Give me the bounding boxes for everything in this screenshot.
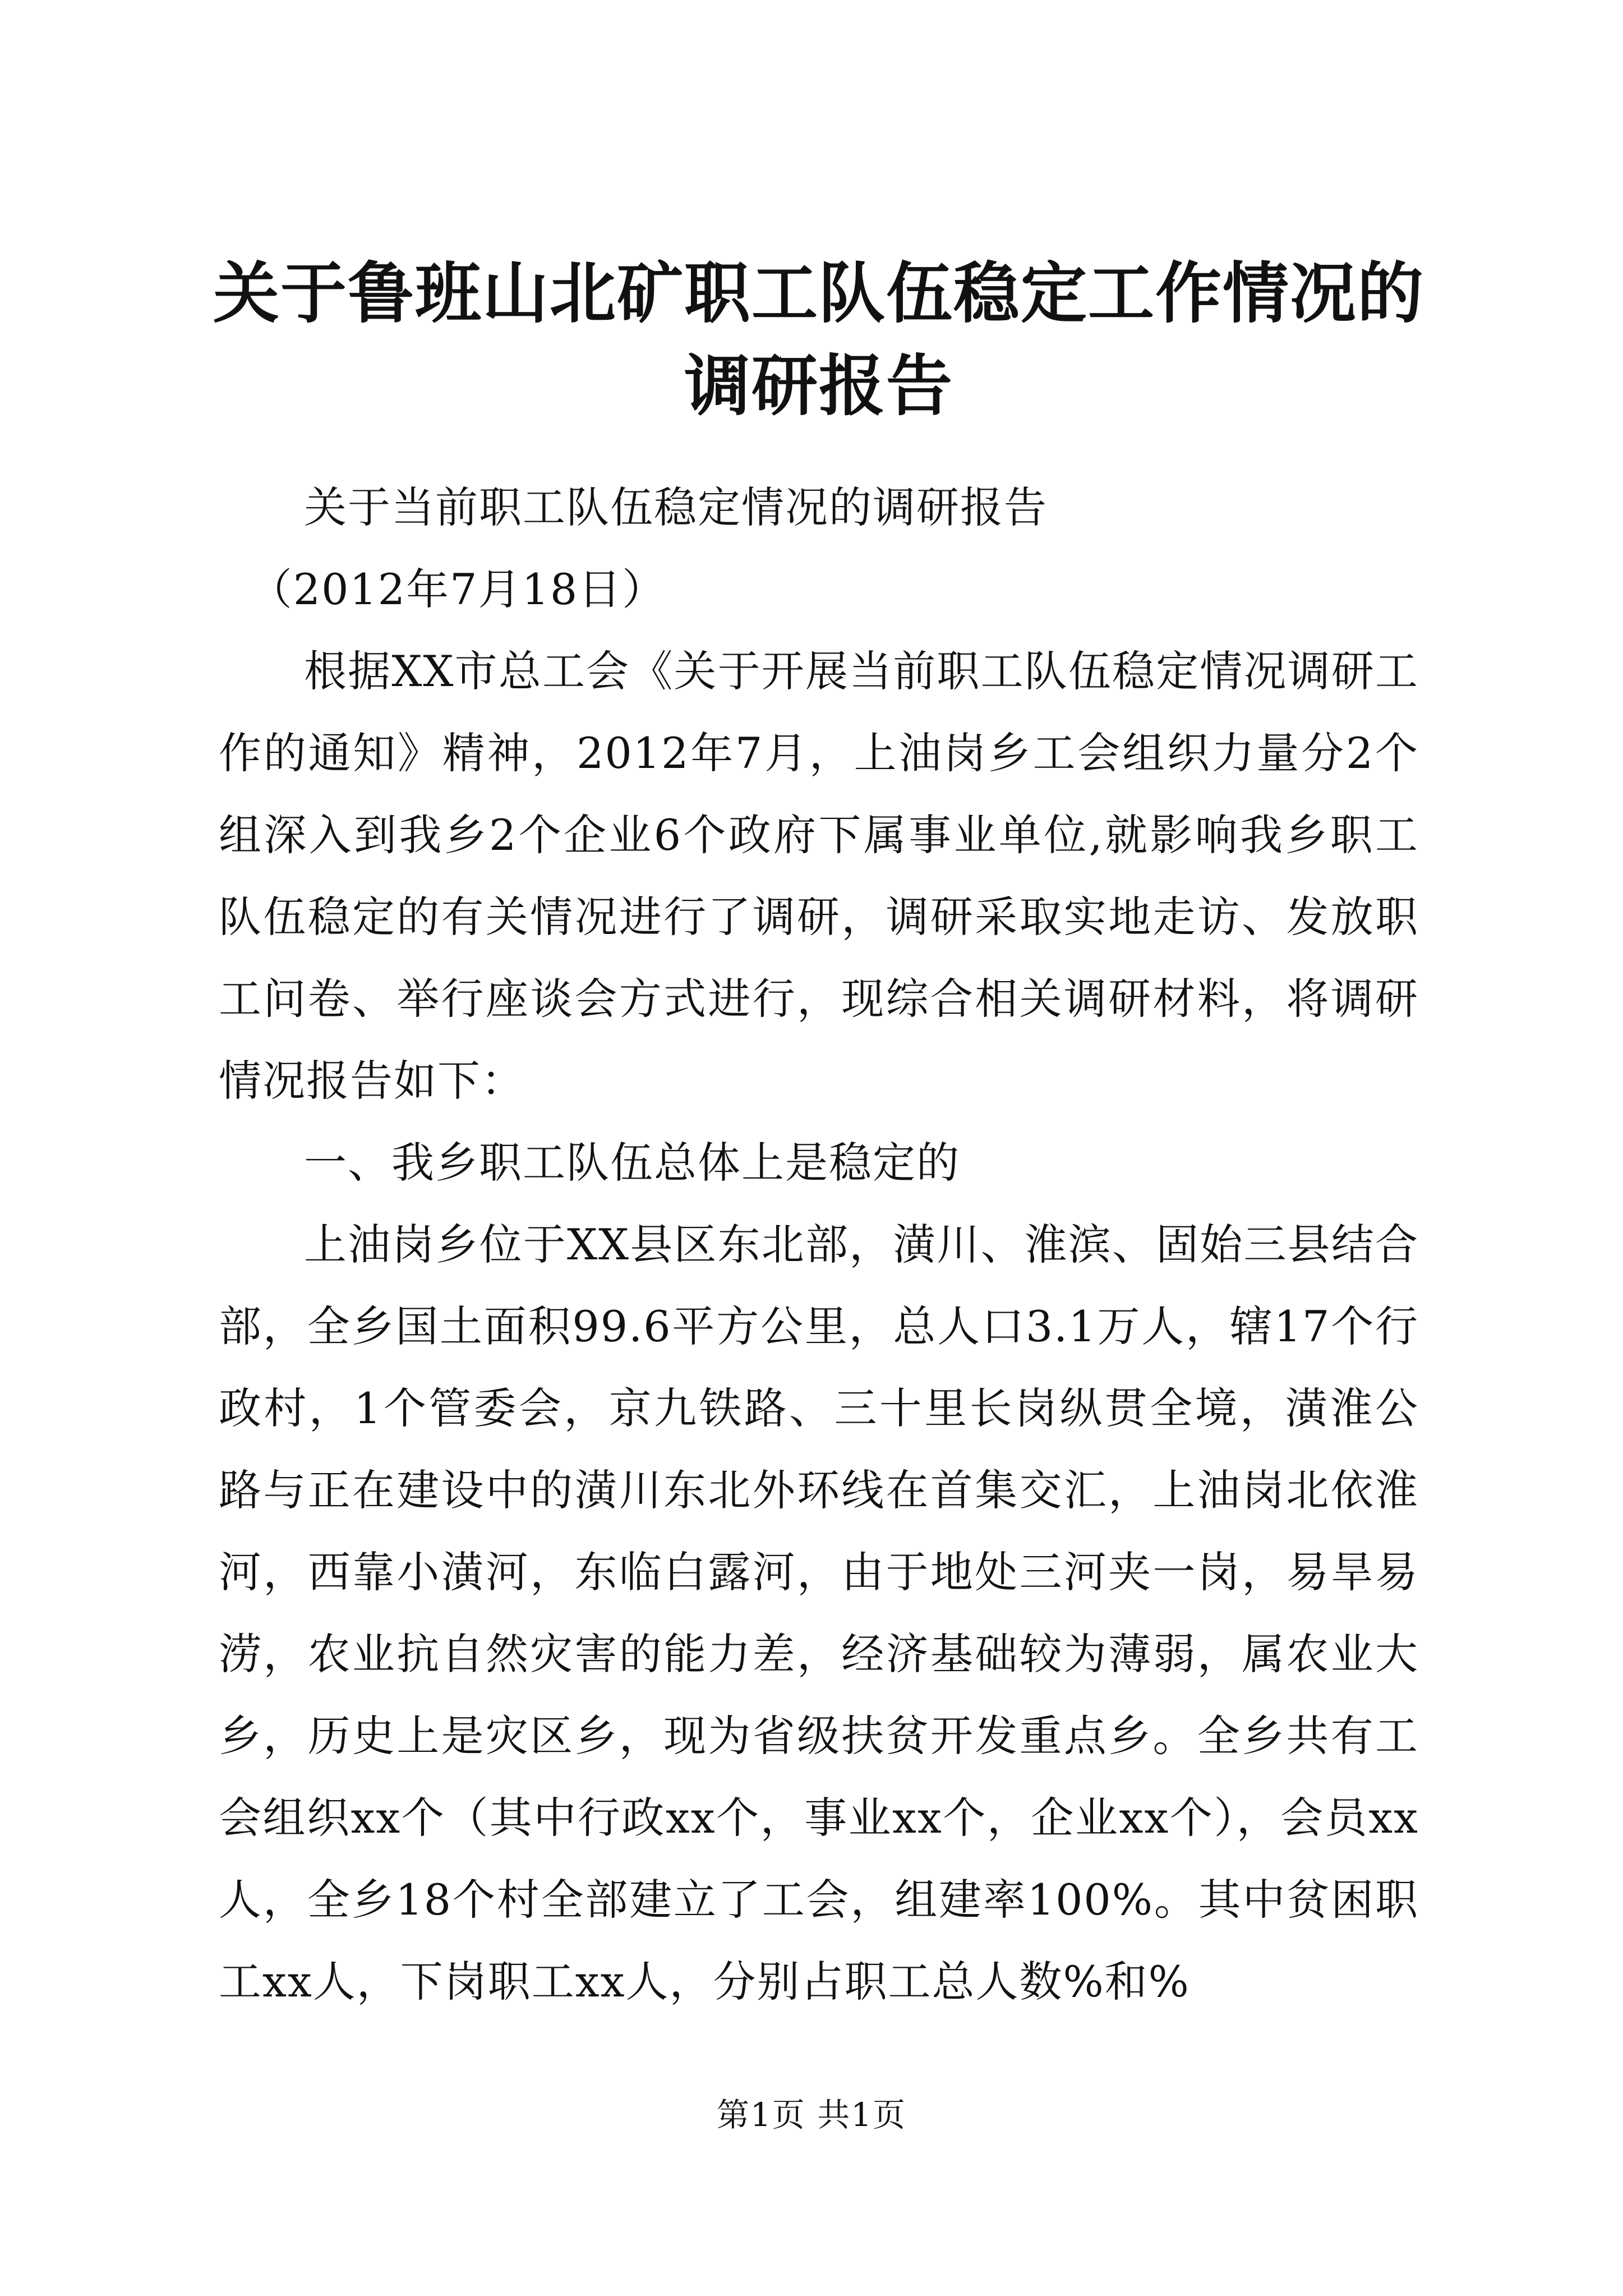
document-subtitle: 关于当前职工队伍稳定情况的调研报告 (304, 482, 1048, 532)
document-title: 关于鲁班山北矿职工队伍稳定工作情况的调研报告 (213, 254, 1425, 425)
document-body (219, 467, 1419, 2023)
paragraph-intro: 根据XX市总工会《关于开展当前职工队伍稳定情况调研工作的通知》精神，2012年7月，上油岗乡工会组织力量分2个组深入到我乡2个企业6个政府下属事业单位,就影响我乡职工队伍稳定的有关情况进行了调研，调研采取实地走访、发放职工问卷、举行座谈会方式进行，现综合相关调研材料，将调研情况报告如下： (219, 646, 1419, 1106)
paragraph-overview: 上油岗乡位于XX县区东北部，潢川、淮滨、固始三县结合部，全乡国土面积99.6平方公里，总人口3.1万人，辖17个行政村，1个管委会，京九铁路、三十里长岗纵贯全境，潢淮公路与正在建设中的潢川东北外环线在首集交汇，上油岗北依淮河，西靠小潢河，东临白露河，由于地处三河夹一岗，易旱易涝，农业抗自然灾害的能力差，经济基础较为薄弱，属农业大乡，历史上是灾区乡，现为省级扶贫开发重点乡。全乡共有工会组织xx个（其中行政xx个，事业xx个，企业xx个），会员xx人，全乡18个村全部建立了工会，组建率100%。其中贫困职工xx人，下岗职工xx人，分别占职工总人数%和% (219, 1220, 1419, 2007)
page-footer: 第1页 共1页 (716, 2096, 907, 2134)
section-heading-1: 一、我乡职工队伍总体上是稳定的 (304, 1138, 960, 1188)
document-date: （2012年7月18日） (249, 564, 666, 614)
